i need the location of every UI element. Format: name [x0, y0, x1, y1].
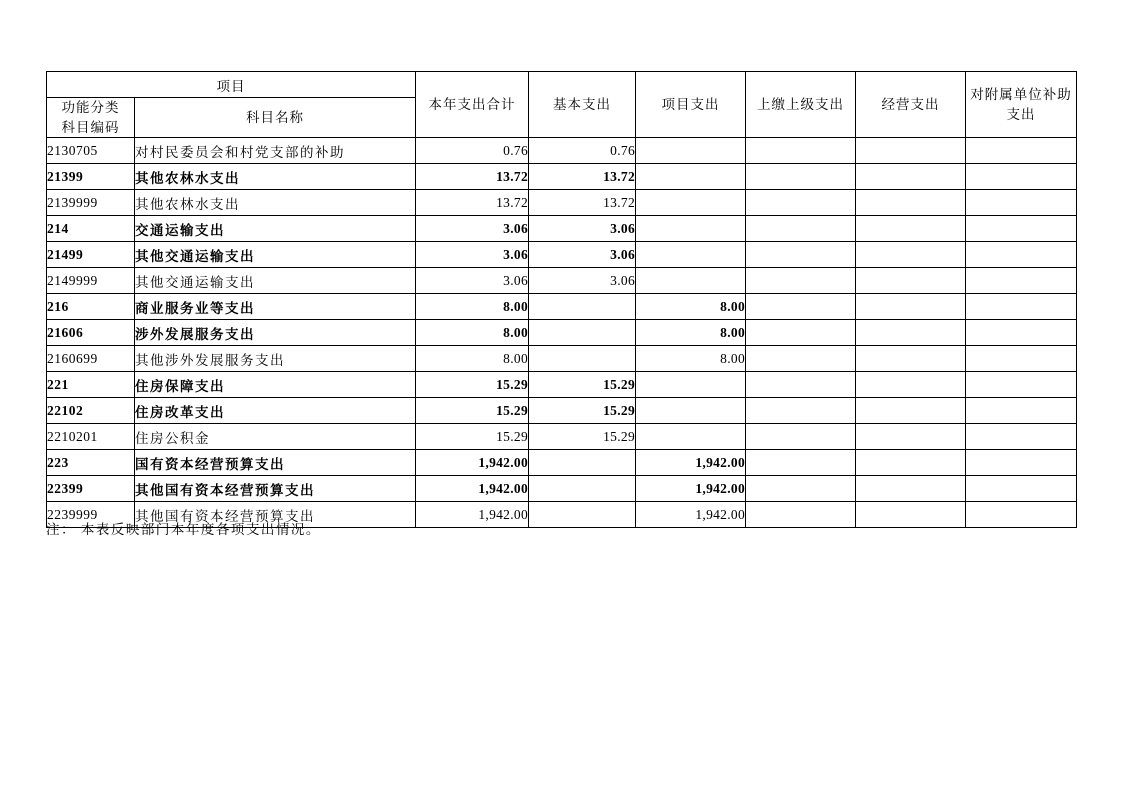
header-col-function-code: [47, 98, 135, 138]
cell-subject-name: 住房改革支出: [135, 398, 416, 424]
cell-total: 8.00: [416, 294, 529, 320]
cell-upper-remit: [746, 502, 856, 528]
cell-upper-remit: [746, 294, 856, 320]
table-row: [47, 320, 1077, 346]
cell-upper-remit: [746, 320, 856, 346]
cell-basic: 0.76: [529, 138, 636, 164]
cell-total: 15.29: [416, 398, 529, 424]
table-header: [47, 72, 1077, 138]
cell-upper-remit: [746, 268, 856, 294]
cell-project: 8.00: [636, 346, 746, 372]
table-row: [47, 268, 1077, 294]
cell-operating: [856, 138, 966, 164]
cell-operating: [856, 190, 966, 216]
cell-project: 8.00: [636, 294, 746, 320]
cell-operating: [856, 294, 966, 320]
cell-upper-remit: [746, 138, 856, 164]
cell-total: 1,942.00: [416, 450, 529, 476]
table-row: [47, 424, 1077, 450]
cell-basic: [529, 476, 636, 502]
table-row: [47, 372, 1077, 398]
header-col-upper-remit: 上缴上级支出: [746, 72, 856, 138]
cell-function-code: 22399: [47, 476, 135, 502]
cell-basic: 13.72: [529, 190, 636, 216]
cell-operating: [856, 346, 966, 372]
table-note: 注： 本表反映部门本年度各项支出情况。: [46, 522, 321, 537]
cell-function-code: 221: [47, 372, 135, 398]
table-row: [47, 138, 1077, 164]
cell-basic: 15.29: [529, 424, 636, 450]
expenditure-table: [46, 71, 1077, 528]
cell-subsidy: [966, 398, 1077, 424]
table-row: [47, 476, 1077, 502]
cell-subsidy: [966, 268, 1077, 294]
cell-basic: [529, 346, 636, 372]
cell-operating: [856, 372, 966, 398]
cell-operating: [856, 398, 966, 424]
cell-upper-remit: [746, 450, 856, 476]
header-col-project: 项目支出: [636, 72, 746, 138]
cell-basic: 15.29: [529, 372, 636, 398]
cell-project: 8.00: [636, 320, 746, 346]
cell-subsidy: [966, 164, 1077, 190]
cell-function-code: 223: [47, 450, 135, 476]
cell-subject-name: 交通运输支出: [135, 216, 416, 242]
cell-subject-name: 其他交通运输支出: [135, 268, 416, 294]
header-col-subsidy-line2: 支出: [1006, 106, 1036, 122]
cell-subsidy: [966, 294, 1077, 320]
cell-basic: 15.29: [529, 398, 636, 424]
cell-subject-name: 对村民委员会和村党支部的补助: [135, 138, 416, 164]
cell-subsidy: [966, 476, 1077, 502]
cell-basic: 3.06: [529, 268, 636, 294]
table-row: [47, 346, 1077, 372]
cell-project: 1,942.00: [636, 450, 746, 476]
table-row: [47, 190, 1077, 216]
cell-subsidy: [966, 424, 1077, 450]
cell-basic: 13.72: [529, 164, 636, 190]
cell-total: 3.06: [416, 242, 529, 268]
cell-total: 0.76: [416, 138, 529, 164]
cell-total: 3.06: [416, 268, 529, 294]
cell-upper-remit: [746, 372, 856, 398]
cell-total: 13.72: [416, 164, 529, 190]
cell-subsidy: [966, 346, 1077, 372]
cell-project: [636, 216, 746, 242]
cell-upper-remit: [746, 424, 856, 450]
header-col-operating: 经营支出: [856, 72, 966, 138]
cell-function-code: 2239999: [47, 502, 135, 528]
cell-function-code: 2139999: [47, 190, 135, 216]
cell-total: 3.06: [416, 216, 529, 242]
table-row: [47, 216, 1077, 242]
cell-function-code: 21499: [47, 242, 135, 268]
cell-subsidy: [966, 138, 1077, 164]
cell-subject-name: 其他国有资本经营预算支出: [135, 476, 416, 502]
cell-project: [636, 398, 746, 424]
header-col-function-code-line2: 科目编码: [61, 119, 120, 135]
cell-subsidy: [966, 372, 1077, 398]
cell-basic: [529, 320, 636, 346]
cell-total: 8.00: [416, 320, 529, 346]
cell-operating: [856, 476, 966, 502]
cell-function-code: 216: [47, 294, 135, 320]
cell-function-code: 214: [47, 216, 135, 242]
cell-upper-remit: [746, 164, 856, 190]
cell-project: [636, 268, 746, 294]
cell-function-code: 22102: [47, 398, 135, 424]
cell-project: [636, 164, 746, 190]
cell-upper-remit: [746, 476, 856, 502]
header-group-item: 项目: [47, 72, 416, 98]
table-row: [47, 294, 1077, 320]
cell-total: 15.29: [416, 424, 529, 450]
table-header-row-1: [47, 72, 1077, 98]
cell-operating: [856, 320, 966, 346]
cell-total: 8.00: [416, 346, 529, 372]
cell-subsidy: [966, 450, 1077, 476]
cell-basic: 3.06: [529, 216, 636, 242]
cell-operating: [856, 164, 966, 190]
cell-subsidy: [966, 190, 1077, 216]
cell-project: [636, 190, 746, 216]
cell-project: [636, 372, 746, 398]
table-row: [47, 242, 1077, 268]
cell-subsidy: [966, 216, 1077, 242]
cell-function-code: 21606: [47, 320, 135, 346]
cell-operating: [856, 450, 966, 476]
cell-subject-name: 其他农林水支出: [135, 164, 416, 190]
table-row: [47, 398, 1077, 424]
cell-subject-name: 其他交通运输支出: [135, 242, 416, 268]
cell-project: 1,942.00: [636, 476, 746, 502]
cell-function-code: 2210201: [47, 424, 135, 450]
cell-upper-remit: [746, 216, 856, 242]
cell-project: [636, 242, 746, 268]
cell-function-code: 2130705: [47, 138, 135, 164]
cell-subsidy: [966, 502, 1077, 528]
table-row: [47, 164, 1077, 190]
table-row: [47, 450, 1077, 476]
cell-total: 13.72: [416, 190, 529, 216]
header-col-function-code-line1: 功能分类: [61, 100, 120, 115]
header-col-basic: 基本支出: [529, 72, 636, 138]
cell-subject-name: 涉外发展服务支出: [135, 320, 416, 346]
cell-function-code: 2149999: [47, 268, 135, 294]
cell-subject-name: 住房保障支出: [135, 372, 416, 398]
header-col-subsidy: [966, 72, 1077, 138]
cell-operating: [856, 216, 966, 242]
header-col-subject-name: 科目名称: [135, 98, 416, 138]
cell-upper-remit: [746, 242, 856, 268]
cell-basic: [529, 294, 636, 320]
cell-operating: [856, 268, 966, 294]
table-body: [47, 138, 1077, 528]
cell-upper-remit: [746, 346, 856, 372]
cell-total: 1,942.00: [416, 502, 529, 528]
cell-total: 1,942.00: [416, 476, 529, 502]
cell-project: 1,942.00: [636, 502, 746, 528]
cell-subsidy: [966, 242, 1077, 268]
cell-upper-remit: [746, 398, 856, 424]
cell-subject-name: 住房公积金: [135, 424, 416, 450]
cell-subject-name: 其他涉外发展服务支出: [135, 346, 416, 372]
cell-project: [636, 138, 746, 164]
cell-subsidy: [966, 320, 1077, 346]
cell-function-code: 21399: [47, 164, 135, 190]
cell-operating: [856, 502, 966, 528]
cell-operating: [856, 424, 966, 450]
cell-subject-name: 其他国有资本经营预算支出: [135, 502, 416, 528]
cell-upper-remit: [746, 190, 856, 216]
cell-operating: [856, 242, 966, 268]
cell-total: 15.29: [416, 372, 529, 398]
cell-basic: [529, 450, 636, 476]
cell-subject-name: 国有资本经营预算支出: [135, 450, 416, 476]
cell-function-code: 2160699: [47, 346, 135, 372]
cell-basic: 3.06: [529, 242, 636, 268]
cell-subject-name: 商业服务业等支出: [135, 294, 416, 320]
cell-basic: [529, 502, 636, 528]
cell-subject-name: 其他农林水支出: [135, 190, 416, 216]
cell-project: [636, 424, 746, 450]
header-col-subsidy-line1: 对附属单位补助: [970, 87, 1072, 102]
header-col-total: 本年支出合计: [416, 72, 529, 138]
